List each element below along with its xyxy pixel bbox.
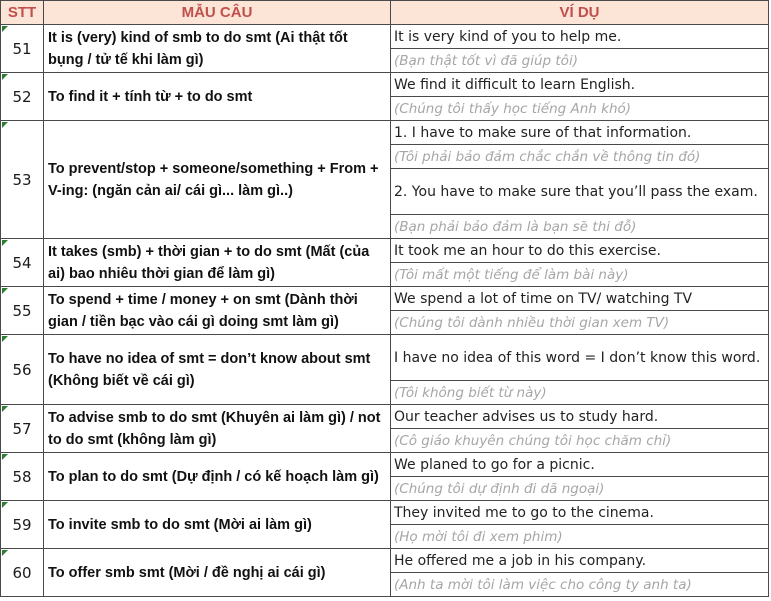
example-cell[interactable]: It took me an hour to do this exercise.	[391, 239, 769, 263]
example-cell[interactable]: 2. You have to make sure that you’ll pass the exam.	[391, 169, 769, 215]
translation-cell[interactable]: (Chúng tôi thấy học tiếng Anh khó)	[391, 97, 769, 121]
example-cell[interactable]: It is very kind of you to help me.	[391, 25, 769, 49]
pattern-cell[interactable]: To spend + time / money + on smt (Dành thời gian / tiền bạc vào cái gì doing smt làm gì)	[44, 287, 391, 335]
translation-cell[interactable]: (Anh ta mời tôi làm việc cho công ty anh ta)	[391, 573, 769, 597]
table-row	[1, 453, 769, 477]
table-row	[1, 25, 769, 49]
pattern-cell[interactable]: To invite smb to do smt (Mời ai làm gì)	[44, 501, 391, 549]
row-number[interactable]: 59	[1, 501, 44, 549]
header-stt[interactable]: STT	[1, 1, 44, 25]
translation-cell[interactable]: (Cô giáo khuyên chúng tôi học chăm chỉ)	[391, 429, 769, 453]
table-row	[1, 239, 769, 263]
row-number[interactable]: 58	[1, 453, 44, 501]
row-number[interactable]: 53	[1, 121, 44, 239]
pattern-cell[interactable]: To prevent/stop + someone/something + From + V-ing: (ngăn cản ai/ cái gì... làm gì..)	[44, 121, 391, 239]
example-cell[interactable]: We find it difficult to learn English.	[391, 73, 769, 97]
table-row	[1, 501, 769, 525]
pattern-cell[interactable]: To plan to do smt (Dự định / có kế hoạch làm gì)	[44, 453, 391, 501]
table-row	[1, 121, 769, 145]
translation-cell[interactable]: (Bạn thật tốt vì đã giúp tôi)	[391, 49, 769, 73]
row-number[interactable]: 55	[1, 287, 44, 335]
table-row	[1, 405, 769, 429]
translation-cell[interactable]: (Bạn phải bảo đảm là bạn sẽ thi đỗ)	[391, 215, 769, 239]
example-cell[interactable]: 1. I have to make sure of that information.	[391, 121, 769, 145]
pattern-cell[interactable]: It takes (smb) + thời gian + to do smt (Mất (của ai) bao nhiêu thời gian để làm gì)	[44, 239, 391, 287]
row-number[interactable]: 56	[1, 335, 44, 405]
table-row	[1, 335, 769, 381]
pattern-cell[interactable]: To have no idea of smt = don’t know about smt (Không biết về cái gì)	[44, 335, 391, 405]
translation-cell[interactable]: (Tôi mất một tiếng để làm bài này)	[391, 263, 769, 287]
translation-cell[interactable]: (Họ mời tôi đi xem phim)	[391, 525, 769, 549]
header-pattern[interactable]: MẪU CÂU	[44, 1, 391, 25]
translation-cell[interactable]: (Chúng tôi dự định đi dã ngoại)	[391, 477, 769, 501]
row-number[interactable]: 51	[1, 25, 44, 73]
translation-cell[interactable]: (Tôi phải bảo đảm chắc chắn về thông tin đó)	[391, 145, 769, 169]
example-cell[interactable]: Our teacher advises us to study hard.	[391, 405, 769, 429]
example-cell[interactable]: They invited me to go to the cinema.	[391, 501, 769, 525]
header-row	[1, 1, 769, 25]
row-number[interactable]: 54	[1, 239, 44, 287]
row-number[interactable]: 52	[1, 73, 44, 121]
pattern-cell[interactable]: To offer smb smt (Mời / đề nghị ai cái gì)	[44, 549, 391, 597]
example-cell[interactable]: We spend a lot of time on TV/ watching TV	[391, 287, 769, 311]
row-number[interactable]: 60	[1, 549, 44, 597]
pattern-cell[interactable]: To find it + tính từ + to do smt	[44, 73, 391, 121]
table-row	[1, 73, 769, 97]
example-cell[interactable]: We planed to go for a picnic.	[391, 453, 769, 477]
example-cell[interactable]: He offered me a job in his company.	[391, 549, 769, 573]
translation-cell[interactable]: (Tôi không biết từ này)	[391, 381, 769, 405]
header-example[interactable]: VÍ DỤ	[391, 1, 769, 25]
pattern-cell[interactable]: It is (very) kind of smb to do smt (Ai thật tốt bụng / tử tế khi làm gì)	[44, 25, 391, 73]
row-number[interactable]: 57	[1, 405, 44, 453]
translation-cell[interactable]: (Chúng tôi dành nhiều thời gian xem TV)	[391, 311, 769, 335]
table-row	[1, 549, 769, 573]
pattern-cell[interactable]: To advise smb to do smt (Khuyên ai làm gì) / not to do smt (không làm gì)	[44, 405, 391, 453]
table-row	[1, 287, 769, 311]
example-cell[interactable]: I have no idea of this word = I don’t know this word.	[391, 335, 769, 381]
